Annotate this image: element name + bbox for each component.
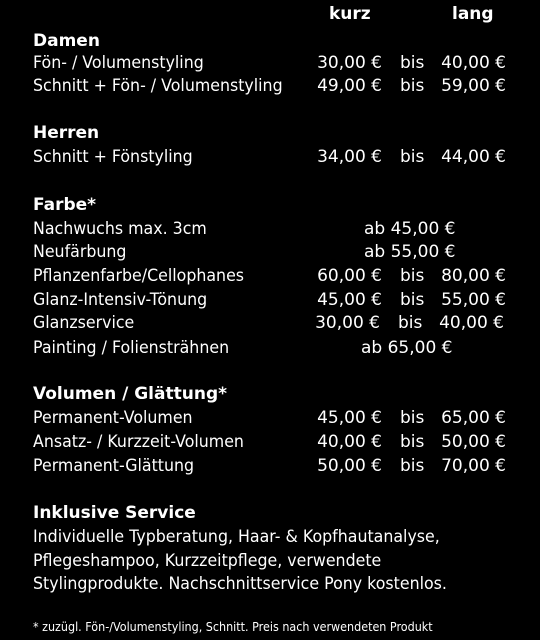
- service-label: Permanent-Glättung: [33, 456, 195, 476]
- price-single: ab 55,00 €: [364, 242, 456, 262]
- service-label: Schnitt + Fön- / Volumenstyling: [33, 76, 283, 96]
- service-label: Ansatz- / Kurzzeit-Volumen: [33, 432, 244, 452]
- inklusive-text-line: Pflegeshampoo, Kurzzeitpflege, verwendete: [33, 551, 382, 571]
- price-kurz: 45,00 €: [317, 290, 382, 310]
- price-separator: bis: [400, 53, 425, 73]
- price-kurz: 49,00 €: [317, 76, 382, 96]
- section-title-volumen: Volumen / Glättung*: [33, 384, 227, 404]
- price-lang: 44,00 €: [441, 147, 506, 167]
- price-kurz: 50,00 €: [317, 456, 382, 476]
- service-label: Schnitt + Fönstyling: [33, 147, 193, 167]
- price-lang: 70,00 €: [441, 456, 506, 476]
- service-label: Fön- / Volumenstyling: [33, 53, 204, 73]
- price-lang: 40,00 €: [439, 313, 504, 333]
- price-lang: 59,00 €: [441, 76, 506, 96]
- price-single: ab 45,00 €: [364, 219, 456, 239]
- price-separator: bis: [400, 266, 425, 286]
- service-label: Pflanzenfarbe/Cellophanes: [33, 266, 245, 286]
- price-lang: 50,00 €: [441, 432, 506, 452]
- service-label: Glanz-Intensiv-Tönung: [33, 290, 208, 310]
- column-header-kurz: kurz: [329, 4, 371, 24]
- price-kurz: 45,00 €: [317, 408, 382, 428]
- section-title-herren: Herren: [33, 123, 100, 143]
- price-kurz: 30,00 €: [315, 313, 380, 333]
- price-separator: bis: [400, 456, 425, 476]
- price-lang: 65,00 €: [441, 408, 506, 428]
- service-label: Nachwuchs max. 3cm: [33, 219, 207, 239]
- price-kurz: 30,00 €: [317, 53, 382, 73]
- price-lang: 40,00 €: [441, 53, 506, 73]
- price-lang: 55,00 €: [441, 290, 506, 310]
- service-label: Painting / Foliensträhnen: [33, 338, 230, 358]
- price-separator: bis: [400, 76, 425, 96]
- column-header-lang: lang: [452, 4, 494, 24]
- section-title-farbe: Farbe*: [33, 195, 97, 215]
- price-separator: bis: [400, 432, 425, 452]
- service-label: Neufärbung: [33, 242, 127, 262]
- price-kurz: 60,00 €: [317, 266, 382, 286]
- inklusive-text-line: Stylingprodukte. Nachschnittservice Pony kostenlos.: [33, 574, 447, 594]
- price-lang: 80,00 €: [441, 266, 506, 286]
- price-separator: bis: [400, 290, 425, 310]
- price-kurz: 40,00 €: [317, 432, 382, 452]
- price-kurz: 34,00 €: [317, 147, 382, 167]
- service-label: Glanzservice: [33, 313, 135, 333]
- price-separator: bis: [398, 313, 423, 333]
- price-single: ab 65,00 €: [361, 338, 453, 358]
- section-title-inklusive: Inklusive Service: [33, 503, 196, 523]
- footnote: * zuzügl. Fön-/Volumenstyling, Schnitt. Preis nach verwendeten Produkt: [33, 620, 433, 634]
- price-separator: bis: [400, 408, 425, 428]
- section-title-damen: Damen: [33, 31, 100, 51]
- price-separator: bis: [400, 147, 425, 167]
- service-label: Permanent-Volumen: [33, 408, 193, 428]
- inklusive-text-line: Individuelle Typberatung, Haar- & Kopfhautanalyse,: [33, 527, 440, 547]
